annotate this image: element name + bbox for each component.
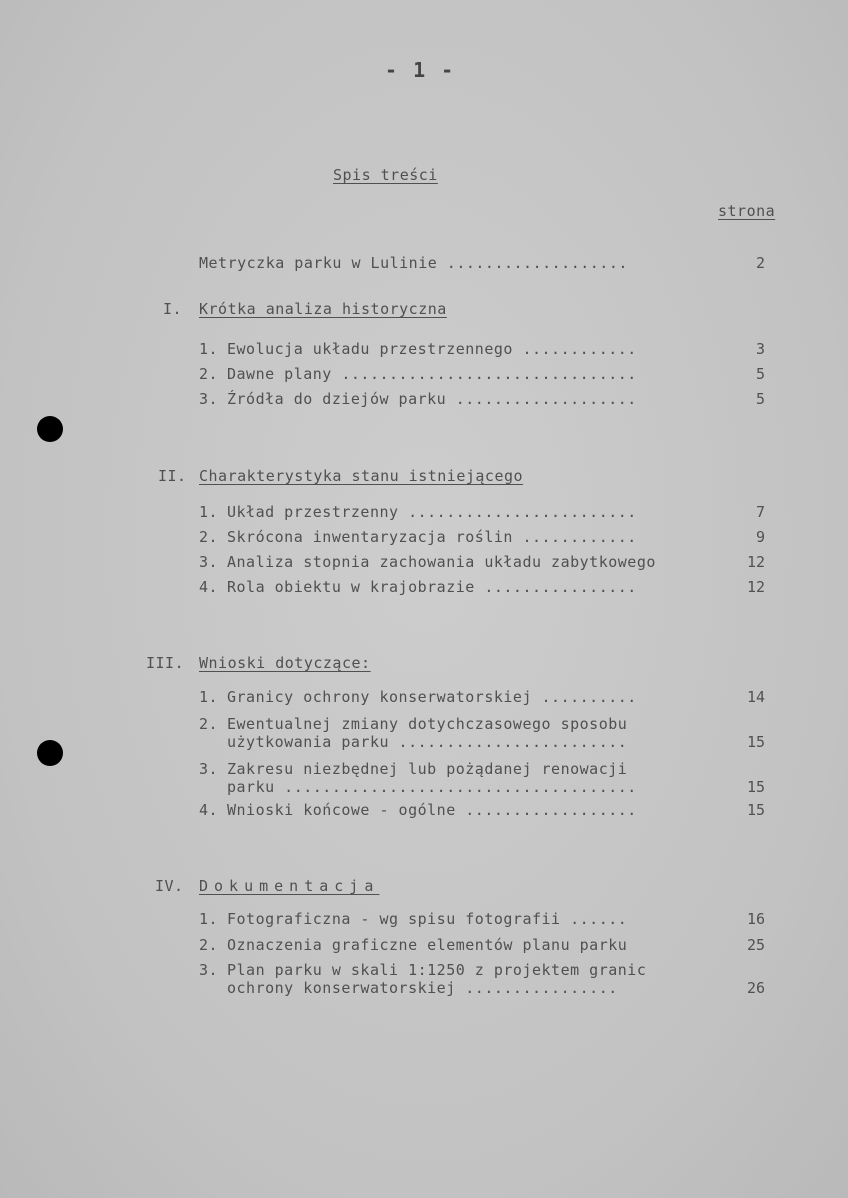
item-number: 1.	[199, 340, 219, 358]
toc-title: Spis treści	[333, 166, 438, 184]
item-text: Granicy ochrony konserwatorskiej ..........	[227, 688, 637, 706]
item-text-continued: użytkowania parku ........................	[227, 733, 628, 751]
page-column-label: strona	[718, 202, 776, 220]
item-text: Fotograficzna - wg spisu fotografii ......	[227, 910, 628, 928]
item-page: 15	[746, 801, 765, 819]
item-number: 2.	[199, 365, 219, 383]
section-numeral: I.	[163, 300, 183, 318]
item-page: 14	[746, 688, 765, 706]
item-page: 25	[746, 936, 765, 954]
item-text: Plan parku w skali 1:1250 z projektem granic	[227, 961, 647, 979]
item-number: 2.	[199, 936, 219, 954]
item-page: 7	[755, 503, 765, 521]
section-numeral: III.	[146, 654, 185, 672]
item-number: 1.	[199, 688, 219, 706]
item-page: 9	[755, 528, 765, 546]
item-text: Analiza stopnia zachowania układu zabytkowego	[227, 553, 656, 571]
item-page: 12	[746, 553, 765, 571]
item-text: Układ przestrzenny ........................	[227, 503, 637, 521]
item-number: 2.	[199, 715, 219, 733]
punch-hole	[37, 740, 63, 766]
section-title: Wnioski dotyczące:	[199, 654, 371, 672]
item-text: Oznaczenia graficzne elementów planu parku	[227, 936, 628, 954]
item-text-continued: parku .....................................	[227, 778, 637, 796]
intro-page: 2	[755, 254, 765, 272]
item-number: 1.	[199, 503, 219, 521]
item-page: 26	[746, 979, 765, 997]
item-number: 4.	[199, 801, 219, 819]
item-text: Skrócona inwentaryzacja roślin ............	[227, 528, 637, 546]
item-number: 4.	[199, 578, 219, 596]
section-numeral: II.	[158, 467, 187, 485]
item-number: 1.	[199, 910, 219, 928]
section-title: Charakterystyka stanu istniejącego	[199, 467, 524, 485]
item-page: 5	[755, 365, 765, 383]
item-number: 2.	[199, 528, 219, 546]
item-text: Wnioski końcowe - ogólne ..................	[227, 801, 637, 819]
item-number: 3.	[199, 961, 219, 979]
item-text: Rola obiektu w krajobrazie ................	[227, 578, 637, 596]
item-text: Ewentualnej zmiany dotychczasowego sposobu	[227, 715, 628, 733]
punch-hole	[37, 416, 63, 442]
intro-entry: Metryczka parku w Lulinie ...................	[199, 254, 628, 272]
item-text: Zakresu niezbędnej lub pożądanej renowacji	[227, 760, 628, 778]
item-page: 16	[746, 910, 765, 928]
item-number: 3.	[199, 553, 219, 571]
section-numeral: IV.	[155, 877, 184, 895]
section-title: Krótka analiza historyczna	[199, 300, 447, 318]
item-page: 3	[755, 340, 765, 358]
item-text: Źródła do dziejów parku ...................	[227, 390, 637, 408]
item-page: 5	[755, 390, 765, 408]
section-title: Dokumentacja	[199, 877, 380, 895]
item-number: 3.	[199, 390, 219, 408]
item-page: 15	[746, 778, 765, 796]
item-text: Dawne plany ...............................	[227, 365, 637, 383]
item-page: 12	[746, 578, 765, 596]
item-number: 3.	[199, 760, 219, 778]
item-text: Ewolucja układu przestrzennego ............	[227, 340, 637, 358]
page-number: - 1 -	[385, 58, 456, 82]
item-page: 15	[746, 733, 765, 751]
item-text-continued: ochrony konserwatorskiej ................	[227, 979, 618, 997]
